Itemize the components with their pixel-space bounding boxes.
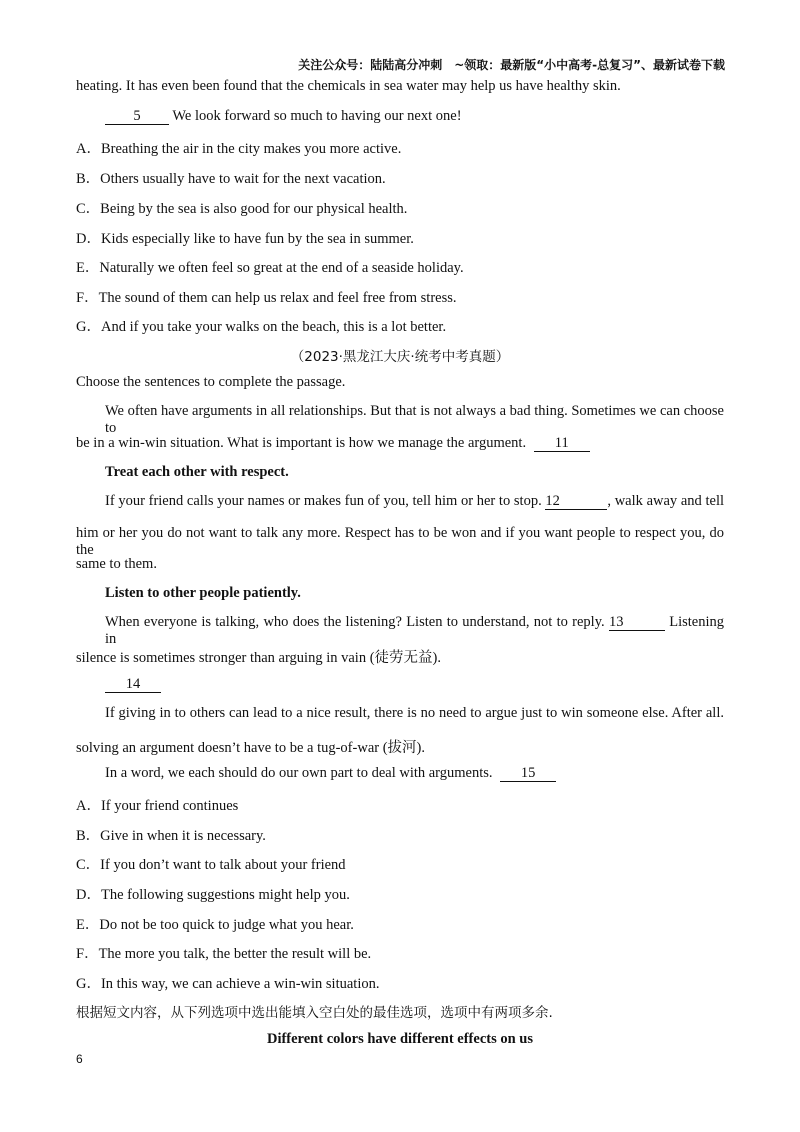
para3-line1a: When everyone is talking, who does the listening? Listen to understand, not to reply. — [105, 614, 605, 630]
heading-respect: Treat each other with respect. — [105, 464, 289, 480]
para2-line1 — [105, 493, 724, 510]
option-f-2: F．The more you talk, the better the result will be. — [76, 946, 372, 962]
page-header: 关注公众号：陆陆高分冲刺 ~领取：最新版“小中高考-总复习”、最新试卷下载 — [298, 58, 725, 72]
option-e-1: E．Naturally we often feel so great at the end of a seaside holiday. — [76, 260, 464, 276]
para3-line1b: Listening in — [105, 614, 724, 647]
option-b-2: B．Give in when it is necessary. — [76, 828, 266, 844]
blank-13: 13 — [609, 615, 665, 631]
para1-line2-text: be in a win-win situation. What is important is how we manage the argument. — [76, 435, 527, 451]
option-a-2: A．If your friend continues — [76, 798, 239, 814]
option-d-2: D．The following suggestions might help you. — [76, 887, 350, 903]
blank-11: 11 — [534, 436, 590, 452]
option-f-1: F．The sound of them can help us relax and feel free from stress. — [76, 290, 457, 306]
blank-12: 12 — [545, 494, 607, 510]
option-g-1: G．And if you take your walks on the beach, this is a lot better. — [76, 319, 447, 335]
option-d-1: D．Kids especially like to have fun by the sea in summer. — [76, 231, 414, 247]
blank-15: 15 — [500, 766, 556, 782]
option-b-1: B．Others usually have to wait for the next vacation. — [76, 171, 386, 187]
passage-continuation: heating. It has even been found that the chemicals in sea water may help us have healthy skin. — [76, 78, 621, 94]
instruction-2: Choose the sentences to complete the passage. — [76, 374, 346, 390]
para2-line1a: If your friend calls your names or makes fun of you, tell him or her to stop. — [105, 493, 542, 509]
para2-line3: same to them. — [76, 556, 157, 572]
para4-line2: solving an argument doesn’t have to be a tug-of-war (拔河). — [76, 740, 425, 756]
option-c-2: C．If you don’t want to talk about your friend — [76, 857, 346, 873]
para5-line1 — [105, 765, 556, 782]
para1-line2 — [76, 435, 590, 452]
heading-listen: Listen to other people patiently. — [105, 585, 301, 601]
para2-line2: him or her you do not want to talk any more. Respect has to be won and if you want people to respect you, do the — [76, 525, 724, 558]
blank-14: 14 — [105, 677, 161, 693]
para4-line1: If giving in to others can lead to a nice result, there is no need to argue just to win someone else. After all. — [105, 705, 724, 721]
para2-line1b: , walk away and tell — [607, 493, 724, 509]
para5-line1-text: In a word, we each should do our own part to deal with arguments. — [105, 765, 493, 781]
line-5-text: We look forward so much to having our next one! — [172, 108, 462, 124]
source-label: （2023·黑龙江大庆·统考中考真题） — [290, 349, 510, 365]
instruction-3: 根据短文内容，从下列选项中选出能填入空白处的最佳选项，选项中有两项多余. — [76, 1005, 553, 1021]
blank-5: 5 — [105, 109, 169, 125]
option-e-2: E．Do not be too quick to judge what you hear. — [76, 917, 354, 933]
para3-line2: silence is sometimes stronger than arguing in vain (徒劳无益). — [76, 650, 441, 666]
para1-line1: We often have arguments in all relationships. But that is not always a bad thing. Sometimes we can choose to — [105, 403, 724, 436]
option-g-2: G．In this way, we can achieve a win-win situation. — [76, 976, 380, 992]
passage-line-5 — [105, 108, 462, 125]
option-a-1: A．Breathing the air in the city makes you more active. — [76, 141, 402, 157]
blank-14-line — [105, 676, 161, 693]
para3-line1 — [105, 614, 724, 648]
passage-title: Different colors have different effects on us — [266, 1031, 534, 1047]
option-c-1: C．Being by the sea is also good for our physical health. — [76, 201, 408, 217]
page-number: 6 — [76, 1052, 83, 1066]
